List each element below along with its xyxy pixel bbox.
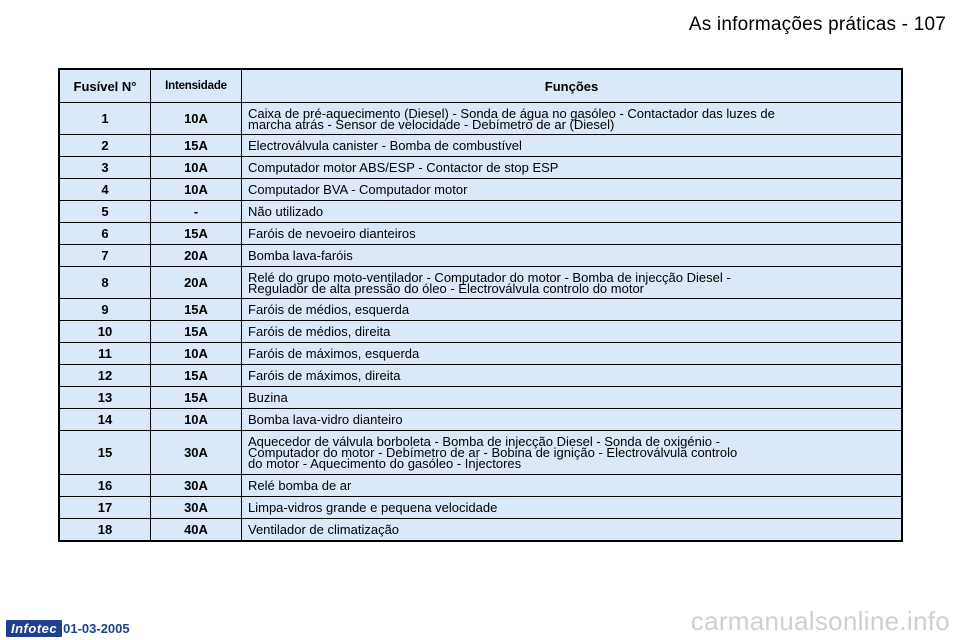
table-row <box>59 343 902 365</box>
table-header-row <box>59 69 902 103</box>
table-row <box>59 135 902 157</box>
fuse-number-cell: 14 <box>59 409 151 431</box>
table-row <box>59 267 902 299</box>
table-row <box>59 157 902 179</box>
intensity-cell: 30A <box>151 475 242 497</box>
table-row <box>59 299 902 321</box>
table-body <box>59 103 902 542</box>
fuse-number-cell: 2 <box>59 135 151 157</box>
fuse-number-cell: 4 <box>59 179 151 201</box>
fuse-number-cell: 16 <box>59 475 151 497</box>
function-cell: Faróis de médios, direita <box>242 321 903 343</box>
table-row <box>59 321 902 343</box>
fuse-number-cell: 3 <box>59 157 151 179</box>
footer-brand <box>6 620 130 637</box>
table-row <box>59 201 902 223</box>
fuse-number-cell: 12 <box>59 365 151 387</box>
header-functions: Funções <box>242 69 903 103</box>
function-cell: Ventilador de climatização <box>242 519 903 542</box>
function-cell: Faróis de médios, esquerda <box>242 299 903 321</box>
intensity-cell: 15A <box>151 365 242 387</box>
intensity-cell: 15A <box>151 135 242 157</box>
fuse-number-cell: 9 <box>59 299 151 321</box>
fuse-number-cell: 13 <box>59 387 151 409</box>
function-cell: Não utilizado <box>242 201 903 223</box>
fuse-table <box>58 68 903 542</box>
watermark: carmanualsonline.info <box>690 606 950 636</box>
table-row <box>59 223 902 245</box>
intensity-cell: 20A <box>151 267 242 299</box>
intensity-cell: 10A <box>151 157 242 179</box>
intensity-cell: 20A <box>151 245 242 267</box>
table-row <box>59 409 902 431</box>
intensity-cell: 10A <box>151 409 242 431</box>
intensity-cell: 30A <box>151 497 242 519</box>
intensity-cell: - <box>151 201 242 223</box>
fuse-number-cell: 5 <box>59 201 151 223</box>
function-cell: Limpa-vidros grande e pequena velocidade <box>242 497 903 519</box>
function-cell: Electroválvula canister - Bomba de combustível <box>242 135 903 157</box>
intensity-cell: 10A <box>151 103 242 135</box>
function-cell: Aquecedor de válvula borboleta - Bomba de injecção Diesel - Sonda de oxigénio - Computador do motor - Debímetro de ar - Bobina de ignição - Electroválvula controlo do motor - Aquecimento do gasóleo - Injectores <box>242 431 903 475</box>
intensity-cell: 15A <box>151 321 242 343</box>
function-cell: Bomba lava-vidro dianteiro <box>242 409 903 431</box>
fuse-number-cell: 17 <box>59 497 151 519</box>
fuse-number-cell: 1 <box>59 103 151 135</box>
header-intensity: Intensidade <box>151 69 242 103</box>
footer-date: 01-03-2005 <box>63 621 130 636</box>
table-row <box>59 497 902 519</box>
table-row <box>59 519 902 542</box>
infotec-logo: Infotec <box>6 620 62 637</box>
function-cell: Faróis de máximos, direita <box>242 365 903 387</box>
fuse-number-cell: 10 <box>59 321 151 343</box>
fuse-number-cell: 11 <box>59 343 151 365</box>
function-cell: Caixa de pré-aquecimento (Diesel) - Sonda de água no gasóleo - Contactador das luzes de marcha atrás - Sensor de velocidade - Debímetro de ar (Diesel) <box>242 103 903 135</box>
function-cell: Relé do grupo moto-ventilador - Computador do motor - Bomba de injecção Diesel - Regulador de alta pressão do óleo - Electroválvula controlo do motor <box>242 267 903 299</box>
intensity-cell: 15A <box>151 299 242 321</box>
table-row <box>59 365 902 387</box>
function-cell: Buzina <box>242 387 903 409</box>
intensity-cell: 10A <box>151 343 242 365</box>
function-cell: Faróis de máximos, esquerda <box>242 343 903 365</box>
table-row <box>59 475 902 497</box>
table-row <box>59 431 902 475</box>
fuse-number-cell: 15 <box>59 431 151 475</box>
intensity-cell: 10A <box>151 179 242 201</box>
fuse-number-cell: 8 <box>59 267 151 299</box>
header-fuse-number: Fusível N° <box>59 69 151 103</box>
function-cell: Faróis de nevoeiro dianteiros <box>242 223 903 245</box>
intensity-cell: 40A <box>151 519 242 542</box>
table-row <box>59 245 902 267</box>
fuse-number-cell: 18 <box>59 519 151 542</box>
intensity-cell: 30A <box>151 431 242 475</box>
intensity-cell: 15A <box>151 223 242 245</box>
page-title: As informações práticas - 107 <box>688 14 946 35</box>
function-cell: Computador motor ABS/ESP - Contactor de stop ESP <box>242 157 903 179</box>
table-row <box>59 103 902 135</box>
function-cell: Relé bomba de ar <box>242 475 903 497</box>
table-row <box>59 387 902 409</box>
fuse-number-cell: 7 <box>59 245 151 267</box>
function-cell: Bomba lava-faróis <box>242 245 903 267</box>
fuse-number-cell: 6 <box>59 223 151 245</box>
function-cell: Computador BVA - Computador motor <box>242 179 903 201</box>
intensity-cell: 15A <box>151 387 242 409</box>
table-row <box>59 179 902 201</box>
